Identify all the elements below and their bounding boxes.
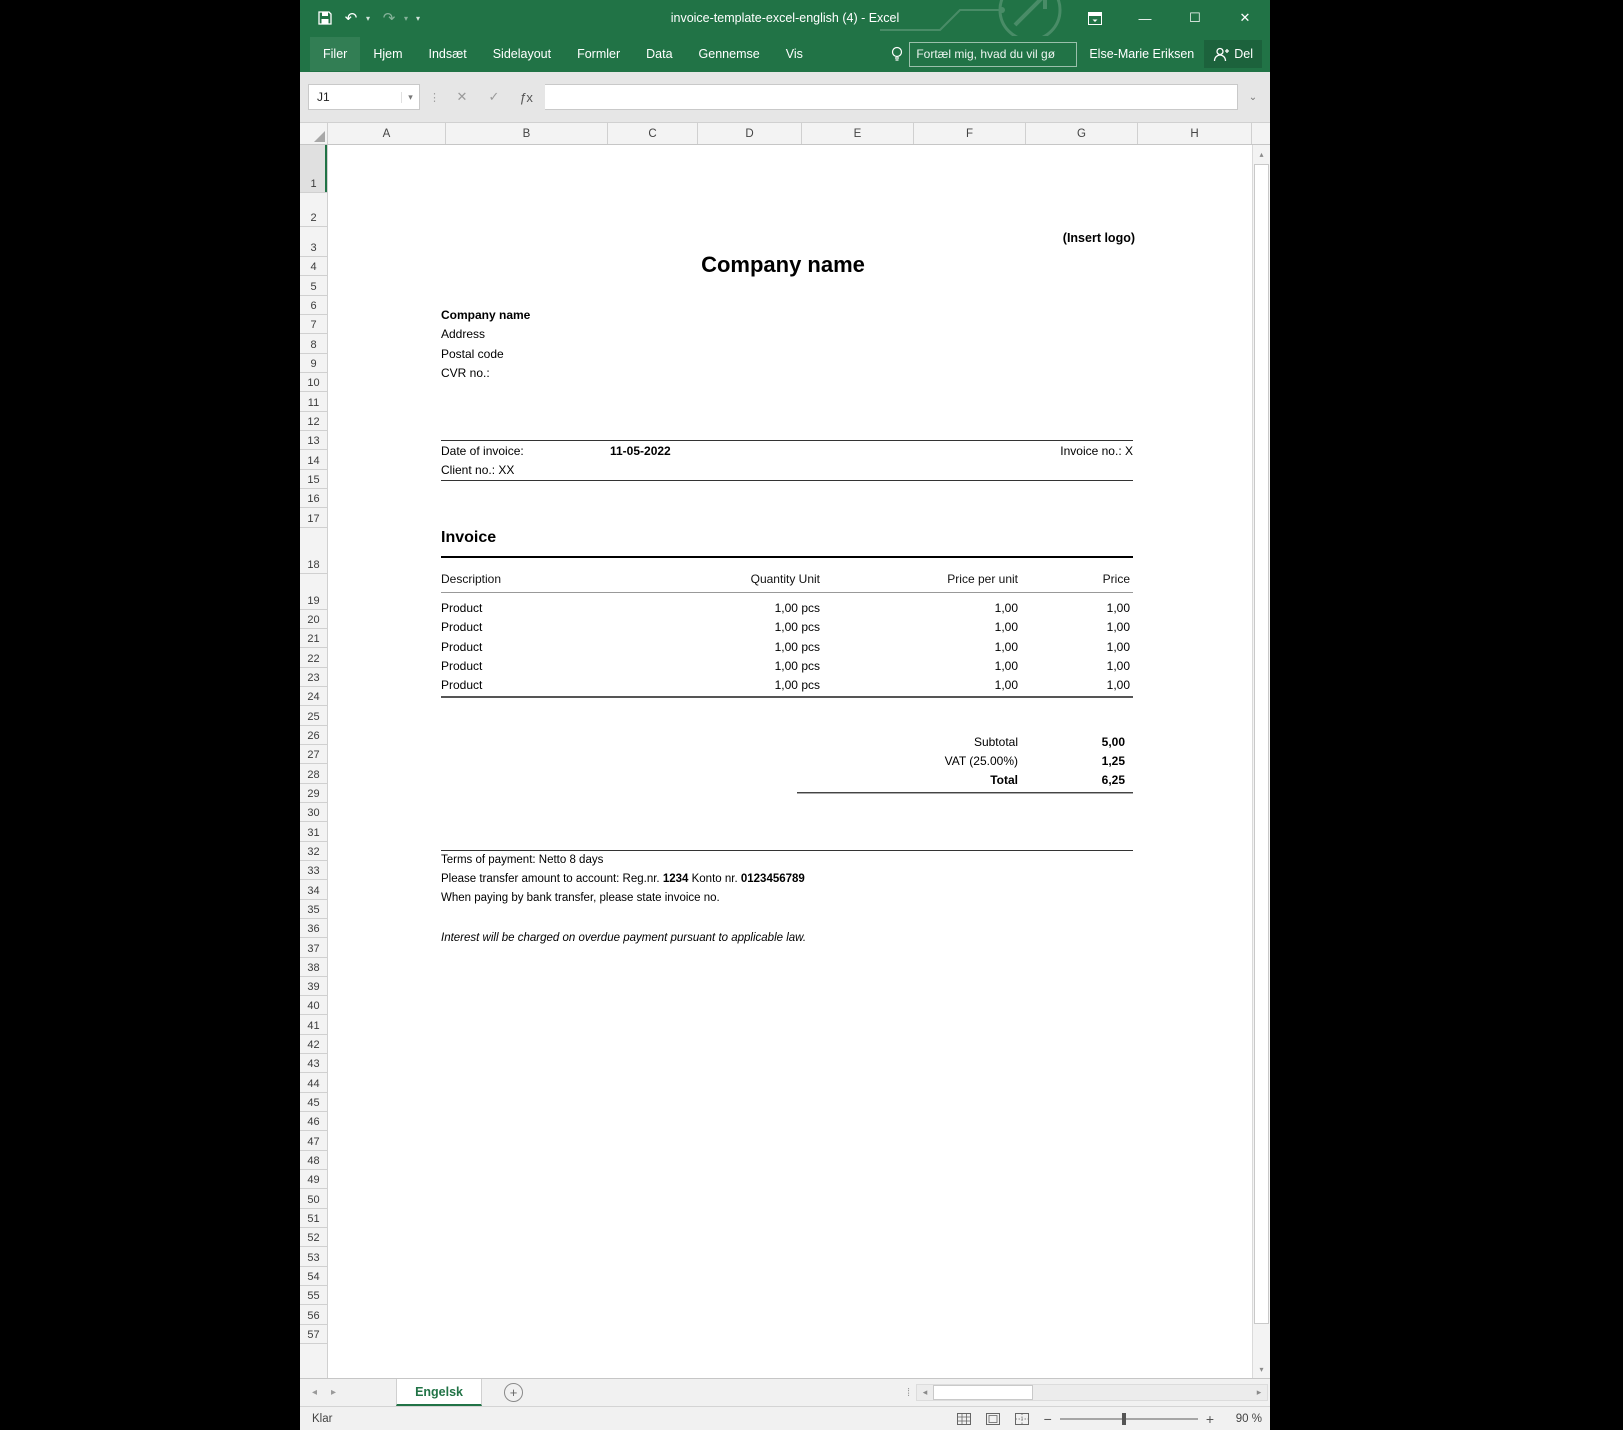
excel-window: [300, 0, 1270, 1430]
new-sheet-button[interactable]: +: [504, 1383, 523, 1402]
company-info-block: [441, 306, 530, 383]
table-top-rule: [441, 556, 1133, 558]
select-all-triangle-icon: [314, 131, 325, 142]
row-header-57[interactable]: 57: [300, 1325, 327, 1344]
row-unit-price: 1,00: [994, 639, 1018, 654]
date-of-invoice-value: 11-05-2022: [610, 444, 671, 458]
ribbon-tab-hjem[interactable]: Hjem: [373, 47, 403, 61]
close-button[interactable]: ✕: [1239, 10, 1251, 25]
status-ready-label: Klar: [312, 1412, 333, 1425]
ribbon-tab-gennemse[interactable]: Gennemse: [698, 47, 760, 61]
ribbon-tabs: [310, 37, 816, 71]
page-break-preview-button[interactable]: [1015, 1412, 1030, 1425]
column-headers: [300, 123, 1270, 145]
row-header-53[interactable]: 53: [300, 1247, 327, 1266]
confirm-entry-button[interactable]: ✓: [488, 89, 500, 104]
row-header-14[interactable]: 14: [300, 450, 327, 469]
expand-formula-bar-icon[interactable]: ⌄: [1248, 91, 1258, 103]
invoice-table-row: [328, 659, 1252, 678]
row-header-1[interactable]: 1: [300, 145, 327, 193]
active-cell-reference: J1: [317, 90, 330, 104]
row-headers: [300, 145, 328, 1378]
grid-body: [300, 145, 1270, 1378]
row-header-51[interactable]: 51: [300, 1209, 327, 1228]
column-header-B[interactable]: B: [446, 123, 608, 144]
row-description: Product: [441, 601, 483, 615]
row-header-50[interactable]: 50: [300, 1189, 327, 1208]
row-header-55[interactable]: 55: [300, 1286, 327, 1305]
row-description: Product: [441, 678, 483, 693]
name-box[interactable]: [308, 84, 420, 110]
row-header-17[interactable]: 17: [300, 508, 327, 527]
scroll-left-icon[interactable]: ◂: [922, 1387, 928, 1397]
vat-label: VAT (25.00%): [944, 754, 1018, 768]
terms-line-3: When paying by bank transfer, please state invoice no.: [441, 892, 720, 904]
row-header-15[interactable]: 15: [300, 470, 327, 489]
column-header-cells: [328, 123, 1252, 144]
title-bar: [300, 0, 1270, 36]
row-header-47[interactable]: 47: [300, 1131, 327, 1150]
client-number: Client no.: XX: [441, 463, 515, 477]
row-price: 1,00: [1106, 639, 1130, 654]
ribbon-display-options-button[interactable]: [1070, 0, 1120, 36]
worksheet[interactable]: [328, 145, 1252, 1378]
prev-sheet-icon[interactable]: ◂: [312, 1387, 318, 1398]
row-header-7[interactable]: 7: [300, 315, 327, 334]
invoice-section-title: Invoice: [441, 529, 497, 546]
total-rule: [797, 792, 1133, 794]
row-header-46[interactable]: 46: [300, 1112, 327, 1131]
total-label: Total: [990, 773, 1018, 787]
row-description: Product: [441, 658, 483, 673]
row-header-37[interactable]: 37: [300, 938, 327, 957]
row-header-48[interactable]: 48: [300, 1151, 327, 1170]
row-header-35[interactable]: 35: [300, 900, 327, 919]
subtotal-row: [328, 735, 1252, 754]
row-header-28[interactable]: 28: [300, 764, 327, 783]
row-unit-price: 1,00: [994, 601, 1018, 615]
row-quantity: 1,00 pcs: [774, 658, 820, 673]
col-description: Description: [441, 572, 502, 586]
formula-bar: [300, 72, 1270, 123]
row-header-8[interactable]: 8: [300, 334, 327, 353]
row-price: 1,00: [1106, 658, 1130, 673]
row-header-39[interactable]: 39: [300, 977, 327, 996]
cancel-entry-button[interactable]: ✕: [456, 89, 468, 104]
meta-top-rule: [441, 440, 1133, 441]
vat-row: [328, 754, 1252, 773]
scroll-down-icon[interactable]: ▾: [1259, 1364, 1264, 1374]
table-bottom-rule: [441, 696, 1133, 698]
status-bar-right: [957, 1411, 1262, 1427]
horizontal-scrollbar-thumb[interactable]: [933, 1385, 1033, 1400]
customize-qat-button[interactable]: ▾: [416, 13, 421, 23]
company-info-line: CVR no.:: [441, 365, 490, 380]
formula-input[interactable]: [545, 84, 1238, 110]
column-header-D[interactable]: D: [698, 123, 802, 144]
select-all-corner[interactable]: [300, 123, 328, 144]
row-header-52[interactable]: 52: [300, 1228, 327, 1247]
row-header-11[interactable]: 11: [300, 392, 327, 411]
tell-me-search-input[interactable]: Fortæl mig, hvad du vil gø: [909, 42, 1077, 67]
row-header-16[interactable]: 16: [300, 489, 327, 508]
vat-value: 1,25: [1101, 754, 1125, 768]
row-header-4[interactable]: 4: [300, 257, 327, 276]
row-header-6[interactable]: 6: [300, 296, 327, 315]
row-header-30[interactable]: 30: [300, 803, 327, 822]
zoom-slider[interactable]: [1060, 1418, 1198, 1420]
window-controls: [1070, 0, 1270, 36]
column-header-C[interactable]: C: [608, 123, 698, 144]
next-sheet-icon[interactable]: ▸: [331, 1387, 337, 1398]
row-header-23[interactable]: 23: [300, 668, 327, 687]
tabbar-resize-handle[interactable]: ⁞: [906, 1386, 910, 1399]
maximize-button[interactable]: ☐: [1189, 10, 1201, 25]
col-quantity: Quantity Unit: [750, 572, 820, 586]
sheet-navigation: [300, 1379, 350, 1406]
row-header-38[interactable]: 38: [300, 958, 327, 977]
row-header-10[interactable]: 10: [300, 373, 327, 392]
row-header-25[interactable]: 25: [300, 706, 327, 725]
tell-me-search[interactable]: [891, 42, 1077, 67]
ribbon-tab-vis[interactable]: Vis: [785, 47, 803, 61]
row-header-12[interactable]: 12: [300, 412, 327, 431]
row-unit-price: 1,00: [994, 678, 1018, 693]
row-description: Product: [441, 639, 483, 654]
share-label: Del: [1234, 47, 1253, 61]
ribbon-tab-data[interactable]: Data: [646, 47, 673, 61]
ribbon-tab-formler[interactable]: Formler: [577, 47, 621, 61]
row-quantity: 1,00 pcs: [774, 620, 820, 635]
zoom-slider-thumb[interactable]: [1122, 1413, 1126, 1425]
column-header-E[interactable]: E: [802, 123, 914, 144]
page-layout-view-button[interactable]: [986, 1412, 1001, 1425]
row-header-3[interactable]: 3: [300, 227, 327, 257]
row-header-41[interactable]: 41: [300, 1015, 327, 1034]
konto-number: 0123456789: [740, 873, 805, 885]
name-box-dropdown-icon[interactable]: ▾: [401, 92, 419, 103]
column-header-H[interactable]: H: [1138, 123, 1252, 144]
column-header-F[interactable]: F: [914, 123, 1026, 144]
horizontal-scrollbar[interactable]: [916, 1384, 1268, 1401]
row-quantity: 1,00 pcs: [774, 601, 820, 615]
row-header-2[interactable]: 2: [300, 193, 327, 227]
undo-dropdown-caret[interactable]: ▾: [366, 13, 371, 23]
row-header-33[interactable]: 33: [300, 861, 327, 880]
row-unit-price: 1,00: [994, 658, 1018, 673]
date-of-invoice-label: Date of invoice:: [441, 444, 524, 458]
row-header-18[interactable]: 18: [300, 528, 327, 574]
subtotal-label: Subtotal: [973, 735, 1018, 749]
terms-account-text: Please transfer amount to account: Reg.nr.: [441, 873, 663, 885]
zoom-out-button[interactable]: −: [1043, 1410, 1052, 1427]
column-header-A[interactable]: A: [328, 123, 446, 144]
share-person-icon: [1213, 47, 1229, 62]
row-header-29[interactable]: 29: [300, 784, 327, 803]
row-header-42[interactable]: 42: [300, 1035, 327, 1054]
row-header-31[interactable]: 31: [300, 822, 327, 841]
subtotal-value: 5,00: [1101, 735, 1125, 749]
invoice-table-header: [328, 572, 1252, 591]
row-header-9[interactable]: 9: [300, 354, 327, 373]
redo-button[interactable]: ↷: [382, 10, 396, 27]
zoom-control: [1044, 1411, 1214, 1427]
row-header-32[interactable]: 32: [300, 842, 327, 861]
scroll-up-icon[interactable]: ▴: [1259, 149, 1264, 159]
invoice-table-row: [328, 640, 1252, 659]
interest-note: Interest will be charged on overdue payment pursuant to applicable law.: [441, 932, 807, 944]
row-header-21[interactable]: 21: [300, 629, 327, 648]
normal-view-button[interactable]: [957, 1412, 972, 1425]
row-header-19[interactable]: 19: [300, 574, 327, 610]
invoice-number: Invoice no.: X: [1060, 444, 1133, 458]
row-header-45[interactable]: 45: [300, 1093, 327, 1112]
insert-logo-placeholder: (Insert logo): [1062, 231, 1135, 245]
row-header-22[interactable]: 22: [300, 648, 327, 667]
invoice-table-row: [328, 678, 1252, 697]
total-row: [328, 773, 1252, 792]
ribbon-tab-filer[interactable]: Filer: [310, 37, 360, 71]
row-header-56[interactable]: 56: [300, 1305, 327, 1324]
row-header-26[interactable]: 26: [300, 726, 327, 745]
row-header-34[interactable]: 34: [300, 880, 327, 899]
lightbulb-icon: [891, 46, 903, 62]
row-description: Product: [441, 620, 483, 635]
row-header-24[interactable]: 24: [300, 687, 327, 706]
status-bar: [300, 1406, 1270, 1430]
row-header-27[interactable]: 27: [300, 745, 327, 764]
row-header-40[interactable]: 40: [300, 996, 327, 1015]
row-header-13[interactable]: 13: [300, 431, 327, 450]
ribbon-tab-bar: [300, 36, 1270, 72]
row-quantity: 1,00 pcs: [774, 678, 820, 693]
share-button[interactable]: [1204, 40, 1262, 68]
terms-top-rule: [441, 850, 1133, 851]
invoice-table-row: [328, 620, 1252, 639]
quick-access-toolbar: [300, 6, 424, 30]
terms-konto-text: Konto nr.: [688, 873, 741, 885]
row-price: 1,00: [1106, 678, 1130, 693]
invoice-table-row: [328, 601, 1252, 620]
window-title: invoice-template-excel-english (4) - Excel: [670, 11, 900, 25]
col-price: Price: [1102, 572, 1130, 586]
total-value: 6,25: [1101, 773, 1125, 787]
col-unit-price: Price per unit: [947, 572, 1018, 586]
ribbon-tab-indsæt[interactable]: Indsæt: [428, 47, 467, 61]
meta-bottom-rule: [441, 480, 1133, 481]
row-header-54[interactable]: 54: [300, 1267, 327, 1286]
sheet-tab-engelsk[interactable]: Engelsk: [396, 1379, 482, 1406]
row-header-5[interactable]: 5: [300, 276, 327, 295]
row-unit-price: 1,00: [994, 620, 1018, 635]
formula-bar-divider: ⋮: [429, 91, 440, 104]
column-header-G[interactable]: G: [1026, 123, 1138, 144]
reg-number: 1234: [662, 873, 689, 885]
company-info-line: Company name: [441, 308, 531, 322]
ribbon-tab-sidelayout[interactable]: Sidelayout: [492, 47, 552, 61]
zoom-level[interactable]: 90 %: [1235, 1412, 1262, 1425]
table-header-rule: [441, 592, 1133, 593]
row-header-20[interactable]: 20: [300, 610, 327, 629]
row-quantity: 1,00 pcs: [774, 639, 820, 654]
terms-line-1: Terms of payment: Netto 8 days: [441, 854, 604, 866]
insert-function-button[interactable]: ƒ x: [519, 89, 533, 105]
row-price: 1,00: [1106, 620, 1130, 635]
vertical-scrollbar-thumb[interactable]: [1254, 164, 1269, 1324]
minimize-button[interactable]: —: [1138, 10, 1152, 26]
row-header-36[interactable]: 36: [300, 919, 327, 938]
company-info-line: Postal code: [441, 346, 504, 361]
signed-in-user[interactable]: Else-Marie Eriksen: [1089, 47, 1195, 61]
row-header-43[interactable]: 43: [300, 1054, 327, 1073]
row-header-44[interactable]: 44: [300, 1073, 327, 1092]
terms-line-2: [441, 873, 805, 885]
vertical-scrollbar[interactable]: [1252, 145, 1270, 1378]
invoice-company-title: Company name: [701, 252, 865, 277]
row-price: 1,00: [1106, 601, 1130, 615]
save-button[interactable]: [314, 6, 336, 30]
row-header-49[interactable]: 49: [300, 1170, 327, 1189]
zoom-in-button[interactable]: +: [1205, 1410, 1214, 1427]
redo-dropdown-caret[interactable]: ▾: [404, 13, 409, 23]
company-info-line: Address: [441, 327, 486, 342]
undo-button[interactable]: ↶: [344, 10, 358, 27]
sheet-tab-bar: [300, 1378, 1270, 1406]
scroll-right-icon[interactable]: ▸: [1256, 1387, 1262, 1397]
